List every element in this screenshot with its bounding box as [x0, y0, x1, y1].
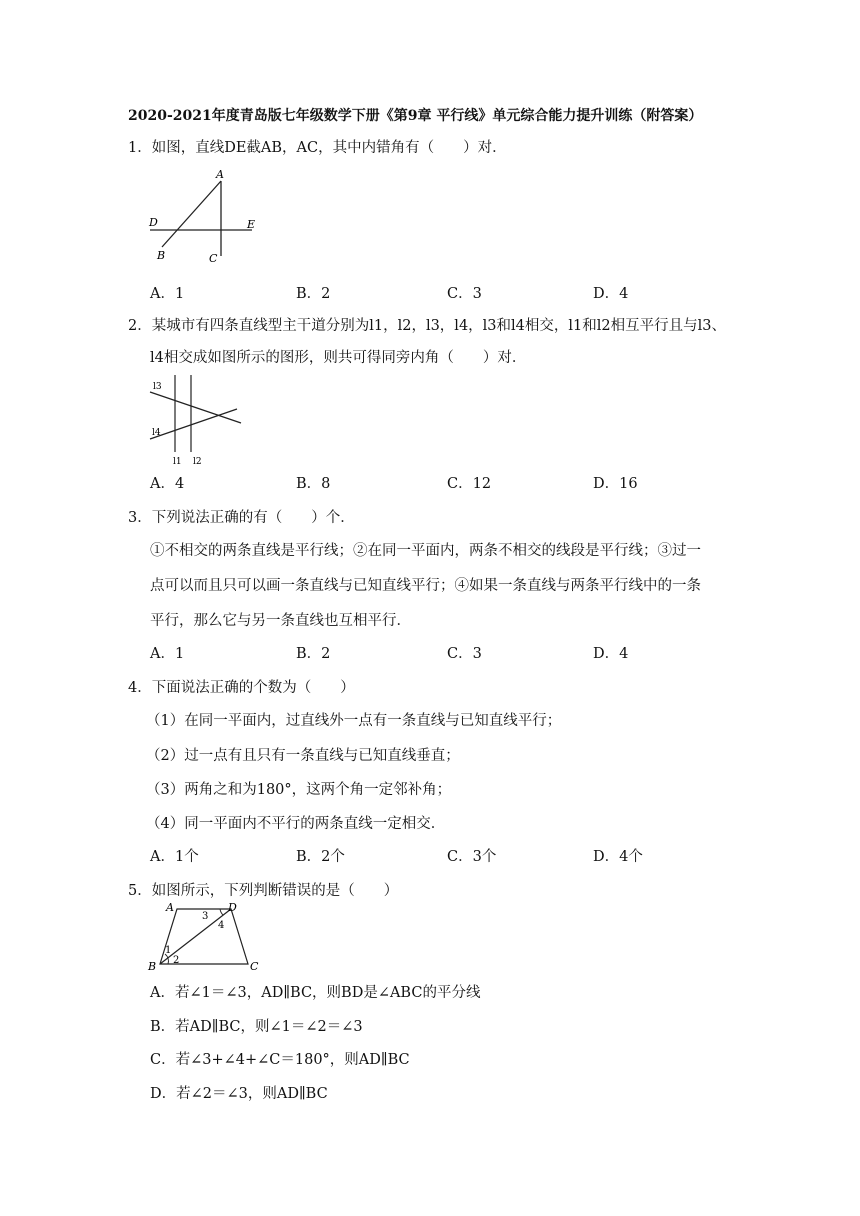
q3-option-a: A．1 [150, 646, 185, 662]
q1-option-d: D．4 [593, 286, 629, 302]
q3-option-b: B．2 [296, 646, 331, 662]
q3-option-d: D．4 [593, 646, 629, 662]
q2-option-d: D．16 [593, 476, 638, 492]
label-d: D [228, 901, 237, 914]
q3-body-line2: 点可以而且只可以画一条直线与已知直线平行；④如果一条直线与两条平行线中的一条 [150, 578, 701, 594]
label-angle-3: 3 [202, 911, 209, 922]
q4-item-2: （2）过一点有且只有一条直线与已知直线垂直； [146, 748, 460, 764]
q1-stem: 1．如图，直线DE截AB，AC，其中内错角有（ ）对． [128, 140, 507, 156]
label-a: A [216, 168, 224, 181]
q2-option-c: C．12 [447, 476, 492, 492]
q3-body-line3: 平行，那么它与另一条直线也互相平行． [150, 613, 411, 629]
q2-stem-line2: l4相交成如图所示的图形，则共可得同旁内角（ ）对． [150, 350, 527, 366]
q2-figure [145, 372, 255, 468]
label-l4: l4 [152, 428, 161, 438]
q5-option-c: C．若∠3+∠4+∠C＝180°，则AD∥BC [150, 1052, 410, 1068]
label-l3: l3 [153, 382, 162, 392]
q4-stem: 4．下面说法正确的个数为（ ） [128, 680, 355, 696]
q5-stem: 5．如图所示，下列判断错误的是（ ） [128, 883, 399, 899]
q2-stem-line1: 2．某城市有四条直线型主干道分别为l1，l2，l3，l4，l3和l4相交，l1和l2相互平行且与l3、 [128, 318, 726, 334]
label-e: E [247, 218, 256, 231]
q3-option-c: C．3 [447, 646, 482, 662]
label-l2: l2 [193, 457, 202, 467]
q4-option-b: B．2个 [296, 849, 345, 865]
q1-option-b: B．2 [296, 286, 331, 302]
q1-figure [140, 168, 270, 268]
angle-arc-3 [220, 909, 223, 915]
label-angle-2: 2 [173, 955, 180, 966]
q3-body-line1: ①不相交的两条直线是平行线；②在同一平面内，两条不相交的线段是平行线；③过一 [150, 543, 701, 559]
label-b: B [148, 960, 157, 973]
q3-stem: 3．下列说法正确的有（ ）个． [128, 510, 355, 526]
road-l4 [150, 409, 237, 439]
q1-option-c: C．3 [447, 286, 482, 302]
q4-option-c: C．3个 [447, 849, 497, 865]
label-angle-4: 4 [218, 920, 225, 931]
line-ab [162, 181, 221, 247]
q4-option-a: A．1个 [150, 849, 199, 865]
road-l3 [150, 392, 241, 423]
q2-option-b: B．8 [296, 476, 331, 492]
label-angle-1: 1 [165, 945, 172, 956]
label-d: D [149, 216, 158, 229]
q2-option-a: A．4 [150, 476, 185, 492]
page-title: 2020-2021年度青岛版七年级数学下册《第9章 平行线》单元综合能力提升训练（附答案） [128, 108, 703, 124]
q4-item-4: （4）同一平面内不平行的两条直线一定相交． [146, 816, 446, 832]
q5-option-a: A．若∠1＝∠3，AD∥BC，则BD是∠ABC的平分线 [150, 985, 481, 1001]
q5-option-d: D．若∠2＝∠3，则AD∥BC [150, 1086, 328, 1102]
label-a: A [166, 901, 174, 914]
label-b: B [157, 249, 166, 262]
q1-option-a: A．1 [150, 286, 185, 302]
q5-figure [140, 900, 270, 976]
q4-item-1: （1）在同一平面内，过直线外一点有一条直线与已知直线平行； [146, 713, 562, 729]
label-c: C [250, 960, 259, 973]
q4-item-3: （3）两角之和为180°，这两个角一定邻补角； [146, 782, 452, 798]
label-c: C [209, 252, 218, 265]
label-l1: l1 [173, 457, 182, 467]
q4-option-d: D．4个 [593, 849, 643, 865]
q5-option-b: B．若AD∥BC，则∠1＝∠2＝∠3 [150, 1019, 363, 1035]
